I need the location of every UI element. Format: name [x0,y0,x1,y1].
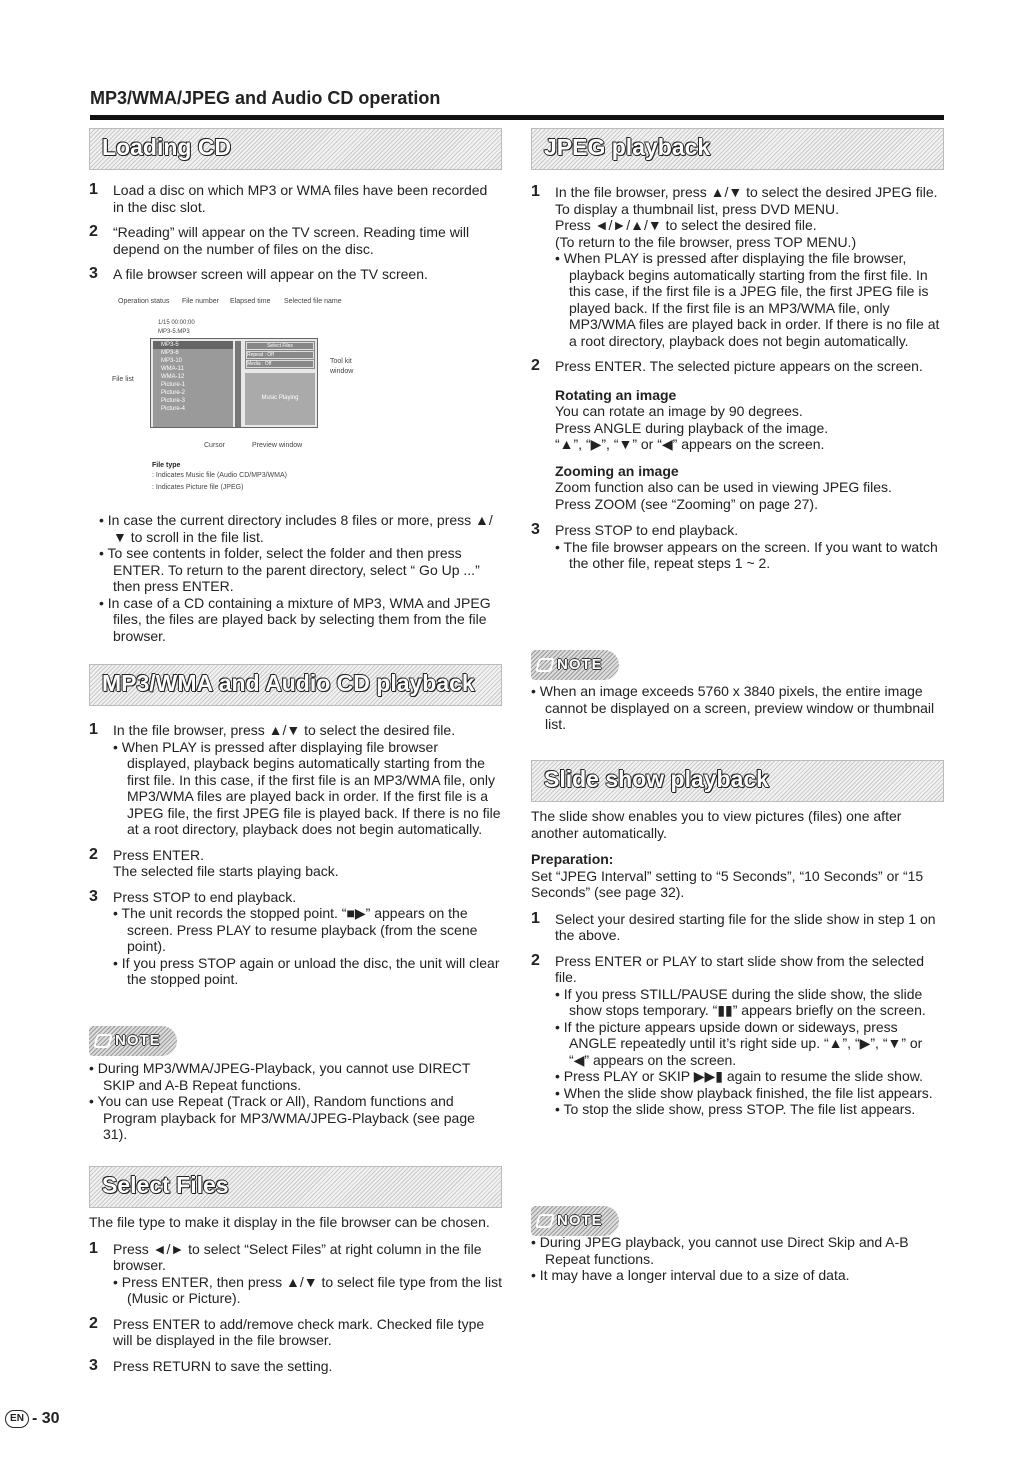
step-3: 3 A file browser screen will appear on the TV screen. [89,265,428,282]
section-mp3-playback: MP3/WMA and Audio CD playback [89,664,502,706]
file-list-panel: MP3-5 MP3-6 MP3-10 WMA-11 WMA-12 Picture-1 Picture-2 Picture-3 Picture-4 [153,341,233,427]
note-badge: NOTE [89,1026,177,1056]
browser-screen [150,338,318,428]
page-number: EN - 30 [5,1410,60,1428]
note-jpeg: • When an image exceeds 5760 x 3840 pixels, the entire image cannot be displayed on a screen, preview window or thumbnail list. [531,683,935,732]
preview-panel: Music Playing [245,373,315,425]
note-1: • During MP3/WMA/JPEG-Playback, you cannot use DIRECT SKIP and A-B Repeat functions. • You can use Repeat (Track or All), Random functions and Program playback for MP3/WMA/JPEG-Playback (see page 31). [89,1060,475,1142]
slide-content: The slide show enables you to view pictures (files) one after another automatically. Preparation: Set “JPEG Interval” setting to “5 Seconds”, “10 Seconds” or “15 Seconds” (see page 32). 1 Select your desired starting file for the slide show in step 1 on the above. 2 Press ENTER or PLAY to start slide show from the selected file. • If you press STILL/PAUSE during the slide show, the slide show stops temporary. “▮▮” appears briefly on the screen. • If the picture appears upside down or sideways, press ANGLE repeatedly until it’s right side up. “▲”, “▶”, “▼” or “◀” appears on the screen. • Press PLAY or SKIP ▶▶▮ again to resume the slide show. • When the slide show playback finished, the file list appears. • To stop the slide show, press STOP. The file list appears. [531,808,936,1117]
step-1: 1 Load a disc on which MP3 or WMA files have been recorded in the disc slot. [89,181,488,215]
jpeg-content: 1 In the file browser, press ▲/▼ to select the desired JPEG file. To display a thumbnail list, press DVD MENU. Press ◄/►/▲/▼ to select the desired file. (To return to the file browser, press TOP MENU.) • When PLAY is pressed after displaying the file browser, playback begins automatically starting from the first file. In this case, if the first file is a JPEG file, the first JPEG file is played back. If the first file is an MP3/WMA file, only MP3/WMA files are played back in order. If there is no file at a root directory, playback does not begin automatically. 2 Press ENTER. The selected picture appears on the screen. Rotating an image You can rotate an image by 90 degrees. Press ANGLE during playback of the image. “▲”, “▶”, “▼” or “◀” appears on the screen. Zooming an image Zoom function also can be used in viewing JPEG files. Press ZOOM (see “Zooming” on page 27). 3 Press STOP to end playback. • The file browser appears on the screen. If you want to watch the other file, repeat steps 1 ~ 2. [531,183,940,571]
note-badge: NOTE [531,650,619,680]
section-slide-show: Slide show playback [531,760,944,802]
loading-bullets: • In case the current directory includes 8 files or more, press ▲/▼ to scroll in the file list. • To see contents in folder, select the folder and then press ENTER. To return to the parent directory, select “ Go Up ...” then press ENTER. • In case of a CD containing a mixture of MP3, WMA and JPEG files, the files are played back by selecting them from the file browser. [99,512,493,644]
select-files-content: The file type to make it display in the file browser can be chosen. 1 Press ◄/► to select “Select Files” at right column in the file browser. • Press ENTER, then press ▲/▼ to select file type from the list (Music or Picture). 2 Press ENTER to add/remove check mark. Checked file type will be displayed in the file browser. 3 Press RETURN to save the setting. [89,1214,502,1374]
tool-kit-panel: Select Files Repeat : Off Media : Off [245,341,315,369]
step-2: 2 “Reading” will appear on the TV screen. Reading time will depend on the number of files on the disc. [89,223,470,257]
section-select-files: Select Files [89,1166,502,1208]
section-jpeg-playback: JPEG playback [531,128,944,170]
header-rule [90,115,944,120]
scrollbar [235,341,241,427]
loading-steps [89,182,502,292]
language-badge: EN [5,1410,29,1428]
note-badge: NOTE [531,1206,619,1236]
page-header: MP3/WMA/JPEG and Audio CD operation [90,88,441,108]
mp3-steps: 1 In the file browser, press ▲/▼ to select the desired file. • When PLAY is pressed after displaying file browser displayed, playback begins automatically starting from the first file. In this case, if the first file is an MP3/WMA file, only MP3/WMA files are played back in order. If the first file is a JPEG file, the first JPEG file is played back. If there is no file at a root directory, playback does not begin automatically. 2 Press ENTER. The selected file starts playing back. 3 Press STOP to end playback. • The unit records the stopped point. “■▶” appears on the screen. Press PLAY to resume playback (from the scene point). • If you press STOP again or unload the disc, the unit will clear the stopped point. [89,721,501,987]
note-slide: • During JPEG playback, you cannot use Direct Skip and A-B Repeat functions. • It may have a longer interval due to a size of data. [531,1234,909,1283]
file-browser-diagram: Operation status File number Elapsed time Selected file name 1/15 00:00:00 MP3-5.MP3 MP3-5 MP3-6 MP3-10 WMA-11 WMA-12 Picture-1 Picture-2 Picture-3 Picture-4 Select Files Repeat : Off Media : Off Music Playing Tool kit window File list Cursor Preview window File type : Indicates Music file (Audio CD/MP3/WMA) : Indicates Picture file (JPEG) [112,298,354,491]
section-loading-cd: Loading CD [89,128,502,170]
